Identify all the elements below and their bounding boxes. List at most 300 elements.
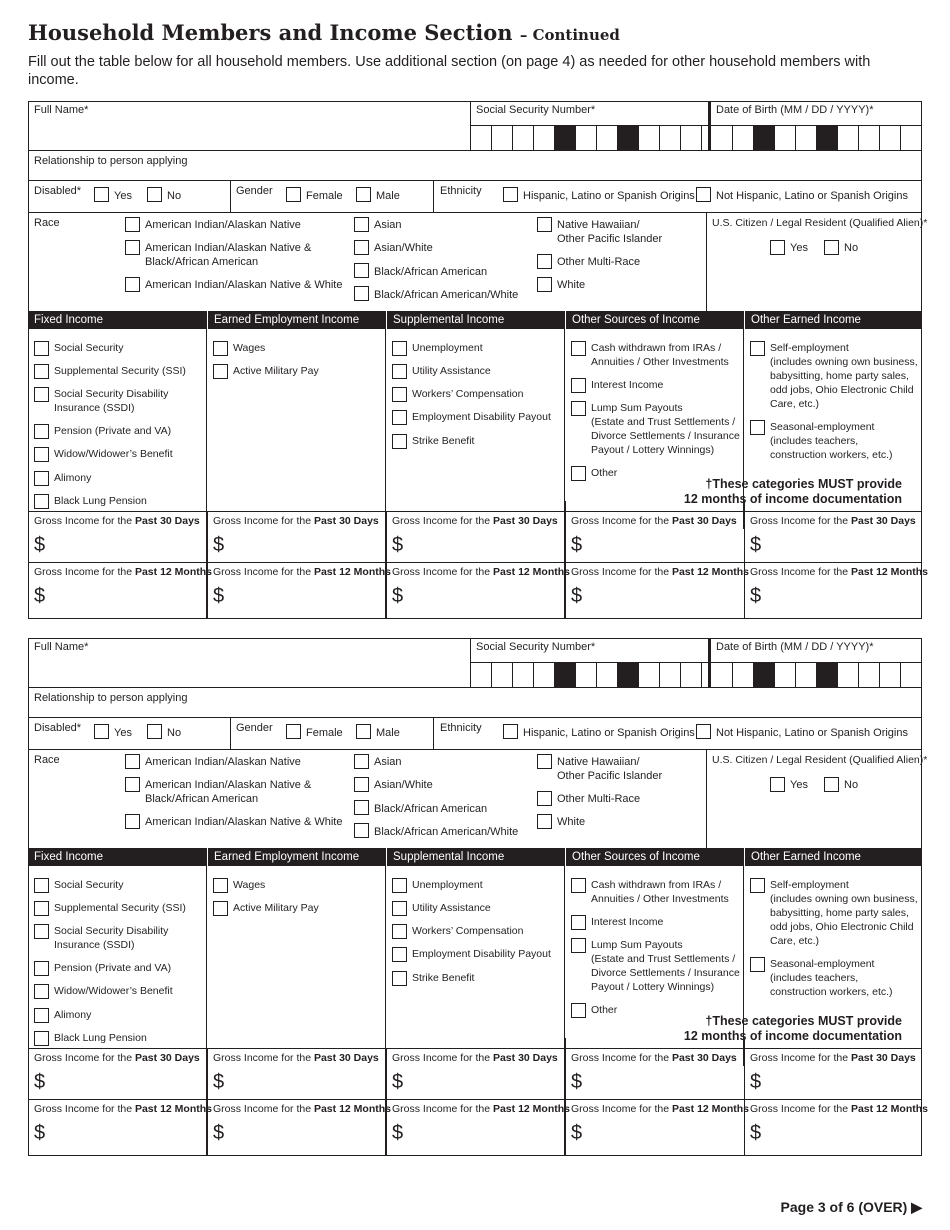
option-label: Utility Assistance — [412, 902, 491, 914]
citizen-no-label: No — [844, 779, 859, 791]
checkbox[interactable] — [392, 387, 407, 402]
race-asian-checkbox[interactable] — [354, 754, 369, 769]
hispanic-label: Hispanic, Latino or Spanish Origins — [523, 727, 695, 739]
checkbox[interactable] — [213, 878, 228, 893]
other-earned-column — [744, 866, 922, 1022]
option-label: Alimony — [54, 1009, 92, 1021]
checkbox[interactable] — [750, 878, 765, 893]
gross-30-input[interactable]: $ — [571, 534, 583, 556]
ssn-cell[interactable] — [533, 663, 534, 687]
race-option-label: American Indian/Alaskan Native — [145, 219, 301, 231]
gross-12-input[interactable]: $ — [392, 585, 404, 607]
option-label: Social Security — [54, 879, 124, 891]
ssn-cell[interactable] — [491, 663, 492, 687]
ssn-separator — [617, 126, 638, 150]
citizen-no-label: No — [844, 242, 859, 254]
gross-12-input[interactable]: $ — [392, 1122, 404, 1144]
race-multi-checkbox[interactable] — [537, 791, 552, 806]
race-label: Race — [34, 217, 60, 229]
not-hispanic-label: Not Hispanic, Latino or Spanish Origins — [716, 727, 908, 739]
title-continued: – Continued — [519, 26, 620, 44]
checkbox[interactable] — [34, 471, 49, 486]
checkbox[interactable] — [34, 387, 49, 402]
gross-30-input[interactable]: $ — [750, 534, 762, 556]
relationship-label: Relationship to person applying — [34, 692, 188, 704]
dob-cell[interactable] — [900, 126, 901, 150]
race-option-label: White — [557, 816, 586, 828]
household-member-block — [28, 101, 928, 619]
option-label: Self-employment (includes owning own business, babysitting, home party sales, odd jobs, Ohio Electronic Child Care, etc.) — [770, 879, 918, 947]
citizen-label: U.S. Citizen / Legal Resident (Qualified Alien)* — [712, 754, 928, 766]
citizen-yes-checkbox[interactable] — [770, 777, 785, 792]
checkbox[interactable] — [34, 924, 49, 939]
checkbox[interactable] — [34, 961, 49, 976]
divider — [28, 1099, 922, 1100]
race-option-label: Other Pacific Islander — [557, 770, 663, 782]
divider — [744, 1038, 745, 1048]
disabled-no-label: No — [167, 727, 182, 739]
race-option-label: American Indian/Alaskan Native & — [145, 779, 312, 791]
option-label: Employment Disability Payout — [412, 411, 551, 423]
divider — [207, 1048, 208, 1156]
race-option-label: Black/African American — [145, 793, 259, 805]
checkbox[interactable] — [213, 341, 228, 356]
citizen-yes-label: Yes — [790, 779, 808, 791]
gender-female-label: Female — [306, 727, 343, 739]
divider — [744, 501, 745, 511]
divider — [433, 181, 434, 213]
race-aian-black-checkbox[interactable] — [125, 240, 140, 255]
gross-12-input[interactable]: $ — [34, 585, 46, 607]
option-label: Supplemental Security (SSI) — [54, 365, 186, 377]
option-label: Cash withdrawn from IRAs / Annuities / Other Investments — [591, 342, 729, 368]
not-hispanic-checkbox[interactable] — [696, 724, 711, 739]
option-label: Alimony — [54, 472, 92, 484]
header-supplemental-income: Supplemental Income — [386, 848, 565, 866]
checkbox[interactable] — [392, 410, 407, 425]
divider — [433, 718, 434, 750]
ssn-cell[interactable] — [701, 663, 702, 687]
race-white-checkbox[interactable] — [537, 814, 552, 829]
hispanic-checkbox[interactable] — [503, 724, 518, 739]
ssn-cell[interactable] — [638, 663, 639, 687]
gross-30-label: Gross Income for the Past 30 Days — [213, 1052, 379, 1064]
gross-12-label: Gross Income for the Past 12 Months — [392, 1103, 570, 1115]
ethnicity-label: Ethnicity — [440, 722, 482, 734]
ssn-cell[interactable] — [659, 126, 660, 150]
gross-30-input[interactable]: $ — [392, 1071, 404, 1093]
divider — [565, 1048, 566, 1156]
gross-12-label: Gross Income for the Past 12 Months — [750, 1103, 928, 1115]
dob-cell[interactable] — [858, 663, 859, 687]
race-option-label: Asian/White — [374, 242, 433, 254]
checkbox[interactable] — [34, 878, 49, 893]
checkbox[interactable] — [392, 434, 407, 449]
ssn-input[interactable] — [470, 662, 708, 688]
ssn-separator — [554, 663, 575, 687]
race-option-label: White — [557, 279, 586, 291]
option-label: Active Military Pay — [233, 365, 319, 377]
option-label: Seasonal-employment (includes teachers, construction workers, etc.) — [770, 958, 893, 998]
checkbox[interactable] — [34, 494, 49, 509]
dob-cell[interactable] — [900, 663, 901, 687]
option-label: Employment Disability Payout — [412, 948, 551, 960]
race-option-label: Black/African American/White — [374, 289, 519, 301]
race-option-label: American Indian/Alaskan Native & White — [145, 816, 343, 828]
checkbox[interactable] — [34, 341, 49, 356]
ssn-cell[interactable] — [512, 663, 513, 687]
gross-30-label: Gross Income for the Past 30 Days — [392, 1052, 558, 1064]
option-label: Strike Benefit — [412, 435, 475, 447]
dob-cell[interactable] — [732, 663, 733, 687]
race-aian-checkbox[interactable] — [125, 754, 140, 769]
gross-30-label: Gross Income for the Past 30 Days — [392, 515, 558, 527]
checkbox[interactable] — [571, 1003, 586, 1018]
checkbox[interactable] — [34, 447, 49, 462]
relationship-label: Relationship to person applying — [34, 155, 188, 167]
disabled-no-checkbox[interactable] — [147, 724, 162, 739]
option-label: Black Lung Pension — [54, 1032, 147, 1044]
race-option-label: American Indian/Alaskan Native & — [145, 242, 312, 254]
checkbox[interactable] — [750, 420, 765, 435]
race-asian-checkbox[interactable] — [354, 217, 369, 232]
race-option-label: American Indian/Alaskan Native — [145, 756, 301, 768]
dob-label: Date of Birth (MM / DD / YYYY)* — [716, 104, 874, 116]
documentation-note: †These categories MUST provide 12 months of income documentation — [683, 477, 902, 506]
header-earned-income: Earned Employment Income — [207, 848, 386, 866]
next-arrow-icon: ▶ — [911, 1199, 922, 1215]
gross-30-label: Gross Income for the Past 30 Days — [213, 515, 379, 527]
checkbox[interactable] — [34, 1008, 49, 1023]
option-label: Active Military Pay — [233, 902, 319, 914]
option-label: Pension (Private and VA) — [54, 425, 172, 437]
checkbox[interactable] — [34, 984, 49, 999]
race-option-label: American Indian/Alaskan Native & White — [145, 279, 343, 291]
race-aian-white-checkbox[interactable] — [125, 277, 140, 292]
option-label: Other — [591, 467, 618, 479]
header-supplemental-income: Supplemental Income — [386, 311, 565, 329]
checkbox[interactable] — [571, 466, 586, 481]
race-option-label: Black/African American — [374, 266, 488, 278]
full-name-input[interactable] — [34, 121, 464, 147]
race-label: Race — [34, 754, 60, 766]
disabled-yes-label: Yes — [114, 727, 132, 739]
header-other-sources: Other Sources of Income — [565, 848, 744, 866]
option-label: Supplemental Security (SSI) — [54, 902, 186, 914]
race-black-checkbox[interactable] — [354, 263, 369, 278]
checkbox[interactable] — [34, 1031, 49, 1046]
ssn-separator — [554, 126, 575, 150]
ssn-cell[interactable] — [680, 126, 681, 150]
header-fixed-income: Fixed Income — [28, 311, 207, 329]
race-option-label: Other Pacific Islander — [557, 233, 663, 245]
dob-separator — [753, 126, 774, 150]
option-label: Cash withdrawn from IRAs / Annuities / Other Investments — [591, 879, 729, 905]
dob-label: Date of Birth (MM / DD / YYYY)* — [716, 641, 874, 653]
checkbox[interactable] — [392, 971, 407, 986]
dob-separator — [816, 126, 837, 150]
ssn-cell[interactable] — [680, 663, 681, 687]
dob-cell[interactable] — [795, 663, 796, 687]
option-label: Social Security Disability Insurance (SSDI) — [54, 388, 169, 414]
full-name-input[interactable] — [34, 658, 464, 684]
divider — [706, 213, 707, 311]
option-label: Black Lung Pension — [54, 495, 147, 507]
option-label: Wages — [233, 879, 266, 891]
gender-label: Gender — [236, 185, 273, 197]
dob-cell[interactable] — [858, 126, 859, 150]
dob-cell[interactable] — [837, 126, 838, 150]
citizen-no-checkbox[interactable] — [824, 777, 839, 792]
dob-cell[interactable] — [837, 663, 838, 687]
race-asian-white-checkbox[interactable] — [354, 240, 369, 255]
divider — [706, 750, 707, 848]
disabled-yes-checkbox[interactable] — [94, 187, 109, 202]
race-option-label: Black/African American/White — [374, 826, 519, 838]
checkbox[interactable] — [571, 878, 586, 893]
gross-30-label: Gross Income for the Past 30 Days — [750, 515, 916, 527]
checkbox[interactable] — [571, 378, 586, 393]
not-hispanic-label: Not Hispanic, Latino or Spanish Origins — [716, 190, 908, 202]
race-option-label: Black/African American — [374, 803, 488, 815]
dob-cell[interactable] — [774, 126, 775, 150]
race-aian-black-checkbox[interactable] — [125, 777, 140, 792]
divider — [386, 511, 387, 619]
option-label: Unemployment — [412, 342, 483, 354]
divider — [28, 562, 922, 563]
not-hispanic-checkbox[interactable] — [696, 187, 711, 202]
ssn-cell[interactable] — [575, 663, 576, 687]
divider — [230, 718, 231, 750]
race-option-label: Native Hawaiian/ — [557, 756, 640, 768]
full-name-label: Full Name* — [34, 641, 89, 653]
race-black-checkbox[interactable] — [354, 800, 369, 815]
ssn-cell[interactable] — [701, 126, 702, 150]
hispanic-checkbox[interactable] — [503, 187, 518, 202]
checkbox[interactable] — [392, 924, 407, 939]
gross-30-input[interactable]: $ — [392, 534, 404, 556]
full-name-label: Full Name* — [34, 104, 89, 116]
gross-12-input[interactable]: $ — [750, 1122, 762, 1144]
divider — [230, 181, 231, 213]
gross-12-label: Gross Income for the Past 12 Months — [34, 566, 212, 578]
gross-30-label: Gross Income for the Past 30 Days — [750, 1052, 916, 1064]
divider — [28, 1048, 922, 1049]
ssn-cell[interactable] — [575, 126, 576, 150]
option-label: Social Security Disability Insurance (SSDI) — [54, 925, 169, 951]
race-aian-checkbox[interactable] — [125, 217, 140, 232]
race-option-label: Asian — [374, 756, 402, 768]
option-label: Workers’ Compensation — [412, 925, 524, 937]
ssn-separator — [617, 663, 638, 687]
gross-30-input[interactable]: $ — [213, 534, 225, 556]
option-label: Lump Sum Payouts (Estate and Trust Settlements / Divorce Settlements / Insurance Payout / Lottery Winnings) — [591, 939, 740, 993]
divider — [28, 511, 922, 512]
option-label: Interest Income — [591, 916, 664, 928]
option-label: Unemployment — [412, 879, 483, 891]
ssn-cell[interactable] — [533, 126, 534, 150]
dob-cell[interactable] — [879, 663, 880, 687]
checkbox[interactable] — [392, 947, 407, 962]
race-black-white-checkbox[interactable] — [354, 823, 369, 838]
disabled-no-label: No — [167, 190, 182, 202]
household-member-block — [28, 638, 928, 1156]
gross-12-input[interactable]: $ — [213, 585, 225, 607]
gross-30-label: Gross Income for the Past 30 Days — [571, 1052, 737, 1064]
header-earned-income: Earned Employment Income — [207, 311, 386, 329]
option-label: Social Security — [54, 342, 124, 354]
race-black-white-checkbox[interactable] — [354, 286, 369, 301]
gross-30-input[interactable]: $ — [571, 1071, 583, 1093]
gross-12-label: Gross Income for the Past 12 Months — [750, 566, 928, 578]
divider — [565, 511, 566, 619]
page-title: Household Members and Income Section – Continued — [28, 20, 620, 45]
divider — [744, 511, 745, 619]
other-earned-column — [744, 329, 922, 485]
dob-cell[interactable] — [774, 663, 775, 687]
ethnicity-label: Ethnicity — [440, 185, 482, 197]
option-label: Interest Income — [591, 379, 664, 391]
checkbox[interactable] — [34, 901, 49, 916]
gender-label: Gender — [236, 722, 273, 734]
checkbox[interactable] — [750, 957, 765, 972]
race-multi-checkbox[interactable] — [537, 254, 552, 269]
gross-30-label: Gross Income for the Past 30 Days — [34, 1052, 200, 1064]
race-aian-white-checkbox[interactable] — [125, 814, 140, 829]
dob-input[interactable] — [711, 125, 922, 151]
gender-male-label: Male — [376, 727, 400, 739]
checkbox[interactable] — [571, 341, 586, 356]
race-option-label: Asian — [374, 219, 402, 231]
gross-30-label: Gross Income for the Past 30 Days — [571, 515, 737, 527]
checkbox[interactable] — [571, 915, 586, 930]
race-nhpi-checkbox[interactable] — [537, 217, 552, 232]
gross-12-label: Gross Income for the Past 12 Months — [392, 566, 570, 578]
ssn-label: Social Security Number* — [476, 641, 596, 653]
disabled-yes-label: Yes — [114, 190, 132, 202]
header-other-earned: Other Earned Income — [744, 311, 922, 329]
gross-12-label: Gross Income for the Past 12 Months — [571, 566, 749, 578]
divider — [565, 1038, 566, 1048]
disabled-label: Disabled* — [34, 722, 82, 734]
gender-male-checkbox[interactable] — [356, 187, 371, 202]
gross-30-input[interactable]: $ — [213, 1071, 225, 1093]
option-label: Other — [591, 1004, 618, 1016]
option-label: Widow/Widower’s Benefit — [54, 985, 173, 997]
gross-12-label: Gross Income for the Past 12 Months — [213, 566, 391, 578]
race-asian-white-checkbox[interactable] — [354, 777, 369, 792]
ssn-cell[interactable] — [638, 126, 639, 150]
option-label: Wages — [233, 342, 266, 354]
ssn-cell[interactable] — [491, 126, 492, 150]
option-label: Self-employment (includes owning own business, babysitting, home party sales, odd jobs, Ohio Electronic Child Care, etc.) — [770, 342, 918, 410]
gross-12-label: Gross Income for the Past 12 Months — [571, 1103, 749, 1115]
hispanic-label: Hispanic, Latino or Spanish Origins — [523, 190, 695, 202]
checkbox[interactable] — [34, 364, 49, 379]
ssn-label: Social Security Number* — [476, 104, 596, 116]
gender-female-checkbox[interactable] — [286, 724, 301, 739]
checkbox[interactable] — [392, 878, 407, 893]
dob-separator — [816, 663, 837, 687]
option-label: Widow/Widower’s Benefit — [54, 448, 173, 460]
option-label: Pension (Private and VA) — [54, 962, 172, 974]
checkbox[interactable] — [571, 938, 586, 953]
header-other-sources: Other Sources of Income — [565, 311, 744, 329]
ssn-cell[interactable] — [659, 663, 660, 687]
race-option-label: Black/African American — [145, 256, 259, 268]
dob-cell[interactable] — [879, 126, 880, 150]
gross-12-input[interactable]: $ — [34, 1122, 46, 1144]
gender-male-label: Male — [376, 190, 400, 202]
option-label: Strike Benefit — [412, 972, 475, 984]
disabled-yes-checkbox[interactable] — [94, 724, 109, 739]
page-number: Page 3 of 6 (OVER) — [780, 1199, 908, 1215]
gross-12-label: Gross Income for the Past 12 Months — [34, 1103, 212, 1115]
dob-separator — [753, 663, 774, 687]
race-option-label: Other Multi-Race — [557, 256, 641, 268]
gross-12-input[interactable]: $ — [571, 1122, 583, 1144]
gender-male-checkbox[interactable] — [356, 724, 371, 739]
gross-30-input[interactable]: $ — [34, 534, 46, 556]
dob-cell[interactable] — [795, 126, 796, 150]
citizen-yes-checkbox[interactable] — [770, 240, 785, 255]
race-option-label: Asian/White — [374, 779, 433, 791]
race-nhpi-checkbox[interactable] — [537, 754, 552, 769]
checkbox[interactable] — [213, 901, 228, 916]
checkbox[interactable] — [392, 341, 407, 356]
disabled-no-checkbox[interactable] — [147, 187, 162, 202]
race-white-checkbox[interactable] — [537, 277, 552, 292]
gender-female-label: Female — [306, 190, 343, 202]
race-option-label: Native Hawaiian/ — [557, 219, 640, 231]
gross-30-input[interactable]: $ — [34, 1071, 46, 1093]
citizen-no-checkbox[interactable] — [824, 240, 839, 255]
ssn-cell[interactable] — [596, 663, 597, 687]
option-label: Utility Assistance — [412, 365, 491, 377]
gross-30-label: Gross Income for the Past 30 Days — [34, 515, 200, 527]
divider — [207, 511, 208, 619]
ssn-cell[interactable] — [512, 126, 513, 150]
option-label: Seasonal-employment (includes teachers, construction workers, etc.) — [770, 421, 893, 461]
gross-12-input[interactable]: $ — [571, 585, 583, 607]
citizen-label: U.S. Citizen / Legal Resident (Qualified Alien)* — [712, 217, 928, 229]
ssn-input[interactable] — [470, 125, 708, 151]
gender-female-checkbox[interactable] — [286, 187, 301, 202]
race-option-label: Other Multi-Race — [557, 793, 641, 805]
gross-12-input[interactable]: $ — [213, 1122, 225, 1144]
gross-30-input[interactable]: $ — [750, 1071, 762, 1093]
checkbox[interactable] — [213, 364, 228, 379]
documentation-note: †These categories MUST provide 12 months of income documentation — [683, 1014, 902, 1043]
divider — [744, 1048, 745, 1156]
option-label: Lump Sum Payouts (Estate and Trust Settlements / Divorce Settlements / Insurance Payout / Lottery Winnings) — [591, 402, 740, 456]
divider — [386, 1048, 387, 1156]
dob-input[interactable] — [711, 662, 922, 688]
checkbox[interactable] — [750, 341, 765, 356]
checkbox[interactable] — [392, 901, 407, 916]
intro-text: Fill out the table below for all household members. Use additional section (on page 4) as needed for other household members with income. — [28, 54, 871, 88]
disabled-label: Disabled* — [34, 185, 82, 197]
checkbox[interactable] — [392, 364, 407, 379]
option-label: Workers’ Compensation — [412, 388, 524, 400]
dob-cell[interactable] — [732, 126, 733, 150]
divider — [565, 501, 566, 511]
gross-12-input[interactable]: $ — [750, 585, 762, 607]
checkbox[interactable] — [34, 424, 49, 439]
ssn-cell[interactable] — [596, 126, 597, 150]
header-other-earned: Other Earned Income — [744, 848, 922, 866]
checkbox[interactable] — [571, 401, 586, 416]
